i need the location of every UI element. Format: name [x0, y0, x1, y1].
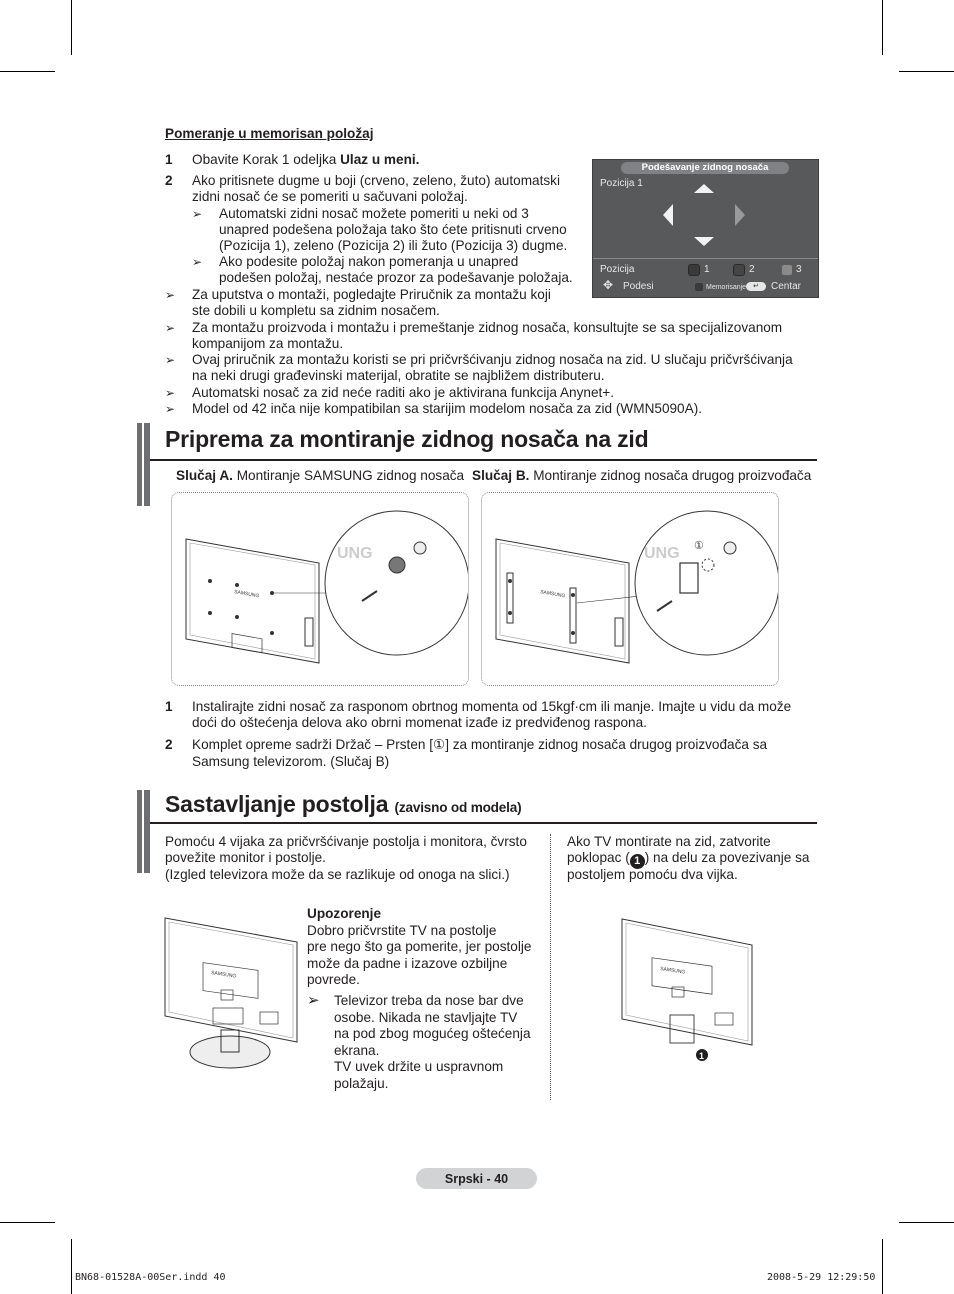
- green-button-icon[interactable]: [733, 264, 745, 276]
- arrow-bullet-icon: ➢: [165, 402, 176, 416]
- body-text: Pomoću 4 vijaka za pričvršćivanje postolja i monitora, čvrsto: [165, 834, 527, 849]
- arrow-bullet-icon: ➢: [192, 255, 203, 269]
- wall-label: UNG: [644, 545, 680, 562]
- crop-mark: [71, 0, 72, 55]
- osd-row-label: Pozicija: [600, 264, 635, 275]
- arrow-bullet-icon: ➢: [165, 353, 176, 367]
- osd-slot-3: 3: [796, 264, 802, 275]
- body-text: Ako TV montirate na zid, zatvorite: [567, 834, 771, 849]
- osd-title: Podešavanje zidnog nosača: [641, 162, 769, 173]
- warning-note: Televizor treba da nose bar dve: [334, 993, 524, 1008]
- yellow-button-icon[interactable]: [781, 264, 793, 276]
- crop-mark: [899, 1222, 954, 1223]
- crop-mark: [0, 71, 55, 72]
- warning-note: na pod zbog mogućeg oštećenja: [334, 1026, 531, 1041]
- arrow-bullet-icon: ➢: [165, 321, 176, 335]
- warning-text: povrede.: [307, 972, 360, 987]
- note-text: Automatski zidni nosač možete pomeriti u neki od 3: [219, 206, 529, 221]
- section-bar: [137, 790, 142, 873]
- arrow-bullet-icon: ➢: [307, 992, 320, 1009]
- note-text: kompanijom za montažu.: [192, 336, 344, 351]
- wall-label: UNG: [337, 545, 373, 562]
- step-number: 2: [165, 173, 173, 188]
- note-text: ste dobili u kompletu sa zidnim nosačem.: [192, 303, 440, 318]
- section-bar: [137, 423, 142, 506]
- warning-note: TV uvek držite u uspravnom: [334, 1059, 504, 1074]
- osd-wall-mount-window: [592, 159, 819, 298]
- step-text: zidni nosač će se pomeriti u sačuvani položaj.: [192, 189, 468, 204]
- print-date: 2008-5-29 12:29:50: [767, 1272, 876, 1283]
- osd-memorize-label: Memorisanje: [706, 284, 747, 291]
- warning-title: Upozorenje: [307, 906, 382, 921]
- case-a-illustration: [171, 492, 469, 686]
- step-text: Obavite Korak 1 odeljka Ulaz u meni.: [192, 152, 420, 167]
- arrow-bullet-icon: ➢: [165, 386, 176, 400]
- step-text: doći do oštećenja delova ako obrni momenat izađe iz predviđenog raspona.: [192, 715, 647, 730]
- note-text: podešen položaj, nestaće prozor za podešavanje položaja.: [219, 270, 573, 285]
- tv-wall-cover-illustration: [618, 915, 758, 1065]
- note-text: Ovaj priručnik za montažu koristi se pri pričvršćivanju zidnog nosača na zid. U slučaju pričvršćivanja: [192, 352, 793, 367]
- osd-position-label: Pozicija 1: [600, 178, 643, 189]
- section-bar: [144, 790, 150, 873]
- step-number: 2: [165, 737, 173, 752]
- warning-text: može da padne i izazove ozbiljne: [307, 956, 508, 971]
- tv-back-illustration: [172, 493, 468, 685]
- arrow-bullet-icon: ➢: [165, 288, 176, 302]
- callout-number: 1: [699, 1051, 705, 1061]
- crop-mark: [899, 71, 954, 72]
- note-text: (Pozicija 1), zeleno (Pozicija 2) ili žuto (Pozicija 3) dugme.: [219, 238, 568, 253]
- note-text: unapred podešena položaja tako što ćete pritisnuti crveno: [219, 222, 567, 237]
- crop-mark: [882, 1239, 883, 1294]
- section-title: Priprema za montiranje zidnog nosača na zid: [165, 426, 649, 452]
- body-text: (Izgled televizora može da se razlikuje od onoga na slici.): [165, 867, 510, 882]
- file-info: BN68-01528A-00Ser.indd 40: [75, 1272, 226, 1283]
- brand-label: SAMSUNG: [539, 589, 566, 600]
- body-text: povežite monitor i postolje.: [165, 850, 326, 865]
- page-number: Srpski - 40: [444, 1172, 509, 1186]
- warning-note: osobe. Nikada ne stavljajte TV: [334, 1010, 518, 1025]
- section-bar: [144, 423, 150, 506]
- osd-slot-2: 2: [749, 264, 755, 275]
- body-text: poklopac ( 1 ) na delu za povezivanje sa: [567, 850, 810, 867]
- note-text: Za montažu proizvoda i montažu i premeštanje zidnog nosača, konsultujte se sa specijalizovanom: [192, 320, 783, 335]
- crop-mark: [71, 1239, 72, 1294]
- osd-adjust-label: Podesi: [623, 281, 654, 292]
- tv-back-illustration: [482, 493, 778, 685]
- column-divider: [550, 834, 551, 1100]
- case-b-caption: Slučaj B. Montiranje zidnog nosača drugog proizvođača: [472, 468, 812, 483]
- callout-number-icon: 1: [630, 854, 645, 869]
- osd-divider: [593, 258, 818, 259]
- direction-arrows-icon: [659, 182, 749, 248]
- warning-text: Dobro pričvrstite TV na postolje: [307, 923, 497, 938]
- red-button-icon[interactable]: [688, 264, 700, 276]
- arrow-bullet-icon: ➢: [192, 207, 203, 221]
- note-text: Ako podesite položaj nakon pomeranja u unapred: [219, 254, 519, 269]
- note-text: na neki drugi građevinski materijal, obratite se najbližem distributeru.: [192, 368, 605, 383]
- osd-center-label: Centar: [771, 281, 802, 292]
- four-way-arrow-icon: ✥: [603, 278, 614, 292]
- step-text: Samsung televizorom. (Slučaj B): [192, 754, 390, 769]
- brand-label: SAMSUNG: [210, 970, 237, 980]
- case-b-illustration: [481, 492, 779, 686]
- step-number: 1: [165, 152, 173, 167]
- step-number: 1: [165, 699, 173, 714]
- note-text: Automatski nosač za zid neće raditi ako je aktivirana funkcija Anynet+.: [192, 385, 615, 400]
- enter-button-icon[interactable]: ↵: [746, 282, 766, 291]
- brand-label: SAMSUNG: [659, 966, 686, 976]
- crop-mark: [0, 1222, 55, 1223]
- tv-on-stand-illustration: [163, 912, 303, 1072]
- button-icon: [695, 283, 703, 291]
- warning-note: polažaju.: [334, 1076, 389, 1091]
- osd-slot-1: 1: [704, 264, 710, 275]
- step-text: Ako pritisnete dugme u boji (crveno, zeleno, žuto) automatski: [192, 173, 560, 188]
- crop-mark: [882, 0, 883, 55]
- step-text: Komplet opreme sadrži Držač – Prsten [①] za montiranje zidnog nosača drugog proizvođača sa: [192, 737, 768, 752]
- note-text: Za uputstva o montaži, pogledajte Priručnik za montažu koji: [192, 287, 551, 302]
- step-text: Instalirajte zidni nosač za rasponom obrtnog momenta od 15kgf·cm ili manje. Imajte u vidu da može: [192, 699, 792, 714]
- section-title: Sastavljanje postolja (zavisno od modela): [165, 791, 522, 817]
- ring-callout: ①: [694, 540, 704, 552]
- section-rule: [150, 822, 817, 824]
- warning-text: pre nego što ga pomerite, jer postolje: [307, 939, 532, 954]
- section-rule: [150, 459, 817, 461]
- brand-label: SAMSUNG: [233, 589, 260, 600]
- section-heading: Pomeranje u memorisan položaj: [165, 126, 374, 141]
- warning-note: ekrana.: [334, 1043, 380, 1058]
- note-text: Model od 42 inča nije kompatibilan sa starijim modelom nosača za zid (WMN5090A).: [192, 401, 702, 416]
- body-text: postoljem pomoću dva vijka.: [567, 867, 738, 882]
- case-a-caption: Slučaj A. Montiranje SAMSUNG zidnog nosača: [176, 468, 465, 483]
